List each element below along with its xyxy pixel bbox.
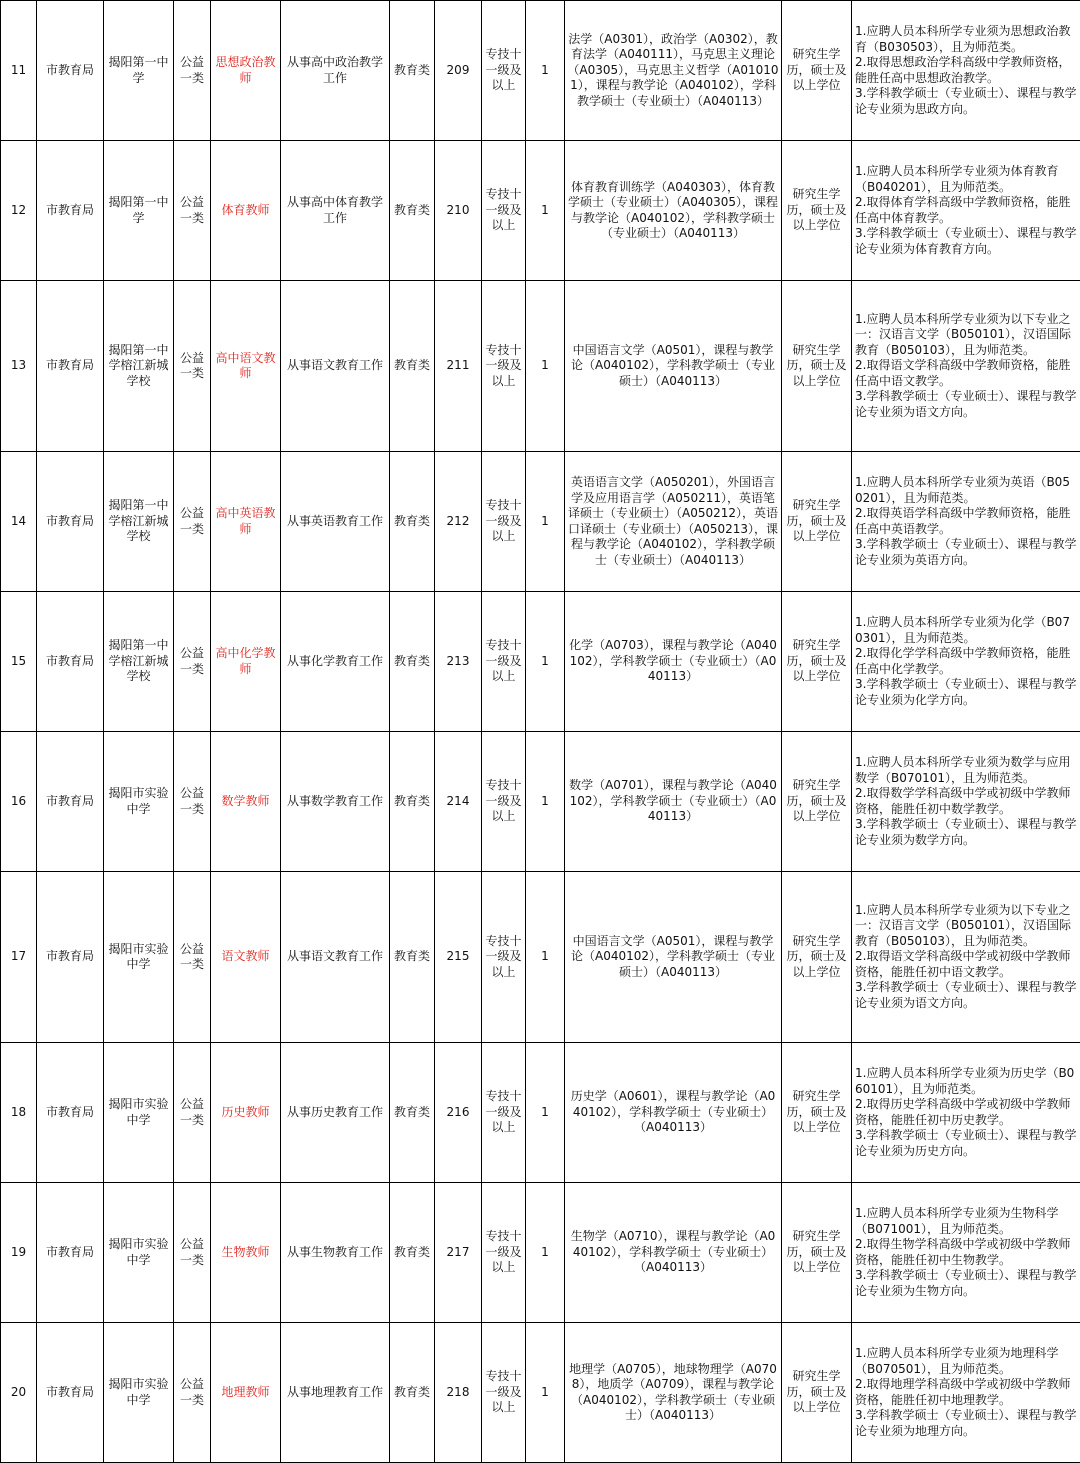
row-number: 20 xyxy=(1,1323,37,1463)
headcount-cell: 1 xyxy=(526,872,565,1043)
headcount-cell: 1 xyxy=(526,281,565,452)
requirements-cell xyxy=(852,592,1080,732)
requirement-line: 2.取得体育学科高级中学教师资格，能胜任高中体育教学。 xyxy=(855,195,1077,226)
department-cell: 市教育局 xyxy=(37,1323,104,1463)
department-cell: 市教育局 xyxy=(37,1043,104,1183)
headcount-cell: 1 xyxy=(526,1043,565,1183)
level-cell: 专技十一级及以上 xyxy=(482,1,526,141)
unit-type-cell: 公益一类 xyxy=(174,281,211,452)
unit-type-cell: 公益一类 xyxy=(174,141,211,281)
major-cell: 化学（A0703），课程与教学论（A040102），学科教学硕士（专业硕士）（A040113） xyxy=(565,592,782,732)
post-name-cell: 高中化学教师 xyxy=(211,592,281,732)
table-row xyxy=(1,1043,1080,1183)
major-cell: 中国语言文学（A0501），课程与教学论（A040102），学科教学硕士（专业硕士）（A040113） xyxy=(565,281,782,452)
level-cell: 专技十一级及以上 xyxy=(482,141,526,281)
post-code-cell: 215 xyxy=(435,872,482,1043)
table-row xyxy=(1,1183,1080,1323)
unit-cell: 揭阳市实验中学 xyxy=(104,1043,174,1183)
headcount-cell: 1 xyxy=(526,732,565,872)
requirements-cell xyxy=(852,732,1080,872)
requirement-line: 1.应聘人员本科所学专业须为英语（B050201），且为师范类。 xyxy=(855,475,1077,506)
requirement-line: 2.取得英语学科高级中学教师资格，能胜任高中英语教学。 xyxy=(855,506,1077,537)
education-cell: 研究生学历，硕士及以上学位 xyxy=(782,1,852,141)
major-cell: 英语语言文学（A050201），外国语言学及应用语言学（A050211），英语笔译硕士（专业硕士）（A050212），英语口译硕士（专业硕士）（A050213），课程与教学论（A040102），学科教学硕士（专业硕士）（A040113） xyxy=(565,452,782,592)
requirement-line: 1.应聘人员本科所学专业须为思想政治教育（B030503），且为师范类。 xyxy=(855,24,1077,55)
requirement-line: 1.应聘人员本科所学专业须为化学（B070301），且为师范类。 xyxy=(855,615,1077,646)
duty-cell: 从事数学教育工作 xyxy=(281,732,390,872)
requirement-line: 2.取得化学学科高级中学教师资格，能胜任高中化学教学。 xyxy=(855,646,1077,677)
requirement-line: 2.取得思想政治学科高级中学教师资格，能胜任高中思想政治教学。 xyxy=(855,55,1077,86)
requirements-cell xyxy=(852,1323,1080,1463)
education-cell: 研究生学历，硕士及以上学位 xyxy=(782,281,852,452)
post-code-cell: 213 xyxy=(435,592,482,732)
row-number: 17 xyxy=(1,872,37,1043)
table-row xyxy=(1,141,1080,281)
unit-cell: 揭阳第一中学 xyxy=(104,141,174,281)
unit-type-cell: 公益一类 xyxy=(174,452,211,592)
duty-cell: 从事高中体育教学工作 xyxy=(281,141,390,281)
row-number: 18 xyxy=(1,1043,37,1183)
unit-cell: 揭阳第一中学榕江新城学校 xyxy=(104,452,174,592)
unit-type-cell: 公益一类 xyxy=(174,1,211,141)
requirement-line: 1.应聘人员本科所学专业须为地理科学（B070501），且为师范类。 xyxy=(855,1346,1077,1377)
requirement-line: 3.学科教学硕士（专业硕士）、课程与教学论专业须为化学方向。 xyxy=(855,677,1077,708)
headcount-cell: 1 xyxy=(526,141,565,281)
duty-cell: 从事语文教育工作 xyxy=(281,872,390,1043)
row-number: 19 xyxy=(1,1183,37,1323)
education-cell: 研究生学历，硕士及以上学位 xyxy=(782,872,852,1043)
requirement-line: 3.学科教学硕士（专业硕士）、课程与教学论专业须为语文方向。 xyxy=(855,389,1077,420)
level-cell: 专技十一级及以上 xyxy=(482,872,526,1043)
unit-type-cell: 公益一类 xyxy=(174,592,211,732)
category-cell: 教育类 xyxy=(390,872,435,1043)
requirements-cell xyxy=(852,141,1080,281)
headcount-cell: 1 xyxy=(526,1,565,141)
requirement-line: 1.应聘人员本科所学专业须为数学与应用数学（B070101），且为师范类。 xyxy=(855,755,1077,786)
row-number: 15 xyxy=(1,592,37,732)
education-cell: 研究生学历，硕士及以上学位 xyxy=(782,1183,852,1323)
unit-cell: 揭阳第一中学榕江新城学校 xyxy=(104,592,174,732)
requirement-line: 1.应聘人员本科所学专业须为历史学（B060101），且为师范类。 xyxy=(855,1066,1077,1097)
requirement-line: 2.取得历史学科高级中学或初级中学教师资格，能胜任初中历史教学。 xyxy=(855,1097,1077,1128)
major-cell: 历史学（A0601），课程与教学论（A040102），学科教学硕士（专业硕士）（A040113） xyxy=(565,1043,782,1183)
requirements-cell xyxy=(852,1043,1080,1183)
unit-cell: 揭阳市实验中学 xyxy=(104,732,174,872)
unit-type-cell: 公益一类 xyxy=(174,1043,211,1183)
level-cell: 专技十一级及以上 xyxy=(482,452,526,592)
headcount-cell: 1 xyxy=(526,592,565,732)
requirement-line: 2.取得语文学科高级中学或初级中学教师资格，能胜任初中语文教学。 xyxy=(855,949,1077,980)
category-cell: 教育类 xyxy=(390,732,435,872)
unit-cell: 揭阳第一中学榕江新城学校 xyxy=(104,281,174,452)
post-name-cell: 历史教师 xyxy=(211,1043,281,1183)
category-cell: 教育类 xyxy=(390,1183,435,1323)
major-cell: 法学（A0301），政治学（A0302），教育法学（A040111），马克思主义理论（A0305），马克思主义哲学（A010101），课程与教学论（A040102），学科教学硕士（专业硕士）（A040113） xyxy=(565,1,782,141)
unit-type-cell: 公益一类 xyxy=(174,872,211,1043)
duty-cell: 从事高中政治教学工作 xyxy=(281,1,390,141)
unit-cell: 揭阳市实验中学 xyxy=(104,1183,174,1323)
requirements-cell xyxy=(852,1,1080,141)
category-cell: 教育类 xyxy=(390,281,435,452)
major-cell: 生物学（A0710），课程与教学论（A040102），学科教学硕士（专业硕士）（A040113） xyxy=(565,1183,782,1323)
duty-cell: 从事化学教育工作 xyxy=(281,592,390,732)
department-cell: 市教育局 xyxy=(37,592,104,732)
education-cell: 研究生学历，硕士及以上学位 xyxy=(782,1323,852,1463)
post-code-cell: 217 xyxy=(435,1183,482,1323)
requirement-line: 3.学科教学硕士（专业硕士）、课程与教学论专业须为历史方向。 xyxy=(855,1128,1077,1159)
post-code-cell: 210 xyxy=(435,141,482,281)
requirement-line: 3.学科教学硕士（专业硕士）、课程与教学论专业须为体育教育方向。 xyxy=(855,226,1077,257)
level-cell: 专技十一级及以上 xyxy=(482,1323,526,1463)
headcount-cell: 1 xyxy=(526,452,565,592)
requirement-line: 3.学科教学硕士（专业硕士）、课程与教学论专业须为数学方向。 xyxy=(855,817,1077,848)
category-cell: 教育类 xyxy=(390,592,435,732)
post-name-cell: 体育教师 xyxy=(211,141,281,281)
education-cell: 研究生学历，硕士及以上学位 xyxy=(782,141,852,281)
level-cell: 专技十一级及以上 xyxy=(482,592,526,732)
category-cell: 教育类 xyxy=(390,1043,435,1183)
table-row xyxy=(1,592,1080,732)
education-cell: 研究生学历，硕士及以上学位 xyxy=(782,592,852,732)
table-row xyxy=(1,452,1080,592)
requirements-cell xyxy=(852,452,1080,592)
level-cell: 专技十一级及以上 xyxy=(482,1043,526,1183)
major-cell: 地理学（A0705），地球物理学（A0708），地质学（A0709），课程与教学论（A040102），学科教学硕士（专业硕士）（A040113） xyxy=(565,1323,782,1463)
requirement-line: 3.学科教学硕士（专业硕士）、课程与教学论专业须为生物方向。 xyxy=(855,1268,1077,1299)
duty-cell: 从事语文教育工作 xyxy=(281,281,390,452)
department-cell: 市教育局 xyxy=(37,1183,104,1323)
education-cell: 研究生学历，硕士及以上学位 xyxy=(782,732,852,872)
unit-cell: 揭阳第一中学 xyxy=(104,1,174,141)
requirements-cell xyxy=(852,281,1080,452)
requirement-line: 1.应聘人员本科所学专业须为以下专业之一：汉语言文学（B050101），汉语国际教育（B050103），且为师范类。 xyxy=(855,903,1077,950)
post-code-cell: 212 xyxy=(435,452,482,592)
post-name-cell: 高中英语教师 xyxy=(211,452,281,592)
department-cell: 市教育局 xyxy=(37,872,104,1043)
department-cell: 市教育局 xyxy=(37,141,104,281)
education-cell: 研究生学历，硕士及以上学位 xyxy=(782,1043,852,1183)
post-code-cell: 209 xyxy=(435,1,482,141)
department-cell: 市教育局 xyxy=(37,1,104,141)
requirement-line: 2.取得生物学科高级中学或初级中学教师资格，能胜任初中生物教学。 xyxy=(855,1237,1077,1268)
duty-cell: 从事英语教育工作 xyxy=(281,452,390,592)
major-cell: 中国语言文学（A0501），课程与教学论（A040102），学科教学硕士（专业硕士）（A040113） xyxy=(565,872,782,1043)
requirement-line: 1.应聘人员本科所学专业须为体育教育（B040201），且为师范类。 xyxy=(855,164,1077,195)
unit-type-cell: 公益一类 xyxy=(174,732,211,872)
category-cell: 教育类 xyxy=(390,1,435,141)
major-cell: 体育教育训练学（A040303），体育教学硕士（专业硕士）（A040305），课程与教学论（A040102），学科教学硕士（专业硕士）（A040113） xyxy=(565,141,782,281)
category-cell: 教育类 xyxy=(390,452,435,592)
post-name-cell: 思想政治教师 xyxy=(211,1,281,141)
row-number: 16 xyxy=(1,732,37,872)
row-number: 14 xyxy=(1,452,37,592)
category-cell: 教育类 xyxy=(390,141,435,281)
requirement-line: 3.学科教学硕士（专业硕士）、课程与教学论专业须为英语方向。 xyxy=(855,537,1077,568)
headcount-cell: 1 xyxy=(526,1183,565,1323)
requirements-cell xyxy=(852,872,1080,1043)
department-cell: 市教育局 xyxy=(37,452,104,592)
major-cell: 数学（A0701），课程与教学论（A040102），学科教学硕士（专业硕士）（A040113） xyxy=(565,732,782,872)
post-name-cell: 生物教师 xyxy=(211,1183,281,1323)
requirement-line: 3.学科教学硕士（专业硕士）、课程与教学论专业须为语文方向。 xyxy=(855,980,1077,1011)
duty-cell: 从事地理教育工作 xyxy=(281,1323,390,1463)
post-code-cell: 211 xyxy=(435,281,482,452)
post-code-cell: 214 xyxy=(435,732,482,872)
department-cell: 市教育局 xyxy=(37,732,104,872)
headcount-cell: 1 xyxy=(526,1323,565,1463)
post-name-cell: 数学教师 xyxy=(211,732,281,872)
unit-type-cell: 公益一类 xyxy=(174,1183,211,1323)
unit-cell: 揭阳市实验中学 xyxy=(104,1323,174,1463)
department-cell: 市教育局 xyxy=(37,281,104,452)
category-cell: 教育类 xyxy=(390,1323,435,1463)
unit-type-cell: 公益一类 xyxy=(174,1323,211,1463)
level-cell: 专技十一级及以上 xyxy=(482,1183,526,1323)
row-number: 11 xyxy=(1,1,37,141)
post-name-cell: 语文教师 xyxy=(211,872,281,1043)
education-cell: 研究生学历，硕士及以上学位 xyxy=(782,452,852,592)
requirement-line: 1.应聘人员本科所学专业须为以下专业之一：汉语言文学（B050101），汉语国际教育（B050103），且为师范类。 xyxy=(855,312,1077,359)
row-number: 12 xyxy=(1,141,37,281)
requirements-cell xyxy=(852,1183,1080,1323)
requirement-line: 3.学科教学硕士（专业硕士）、课程与教学论专业须为地理方向。 xyxy=(855,1408,1077,1439)
requirement-line: 2.取得语文学科高级中学教师资格，能胜任高中语文教学。 xyxy=(855,358,1077,389)
table-row xyxy=(1,1,1080,141)
post-code-cell: 216 xyxy=(435,1043,482,1183)
requirement-line: 3.学科教学硕士（专业硕士）、课程与教学论专业须为思政方向。 xyxy=(855,86,1077,117)
requirement-line: 2.取得地理学科高级中学或初级中学教师资格，能胜任初中地理教学。 xyxy=(855,1377,1077,1408)
table-row xyxy=(1,732,1080,872)
duty-cell: 从事生物教育工作 xyxy=(281,1183,390,1323)
unit-cell: 揭阳市实验中学 xyxy=(104,872,174,1043)
post-name-cell: 地理教师 xyxy=(211,1323,281,1463)
requirement-line: 2.取得数学学科高级中学或初级中学教师资格，能胜任初中数学教学。 xyxy=(855,786,1077,817)
post-code-cell: 218 xyxy=(435,1323,482,1463)
table-row xyxy=(1,281,1080,452)
row-number: 13 xyxy=(1,281,37,452)
post-name-cell: 高中语文教师 xyxy=(211,281,281,452)
table-row xyxy=(1,872,1080,1043)
table-row xyxy=(1,1323,1080,1463)
level-cell: 专技十一级及以上 xyxy=(482,732,526,872)
level-cell: 专技十一级及以上 xyxy=(482,281,526,452)
duty-cell: 从事历史教育工作 xyxy=(281,1043,390,1183)
requirement-line: 1.应聘人员本科所学专业须为生物科学（B071001），且为师范类。 xyxy=(855,1206,1077,1237)
